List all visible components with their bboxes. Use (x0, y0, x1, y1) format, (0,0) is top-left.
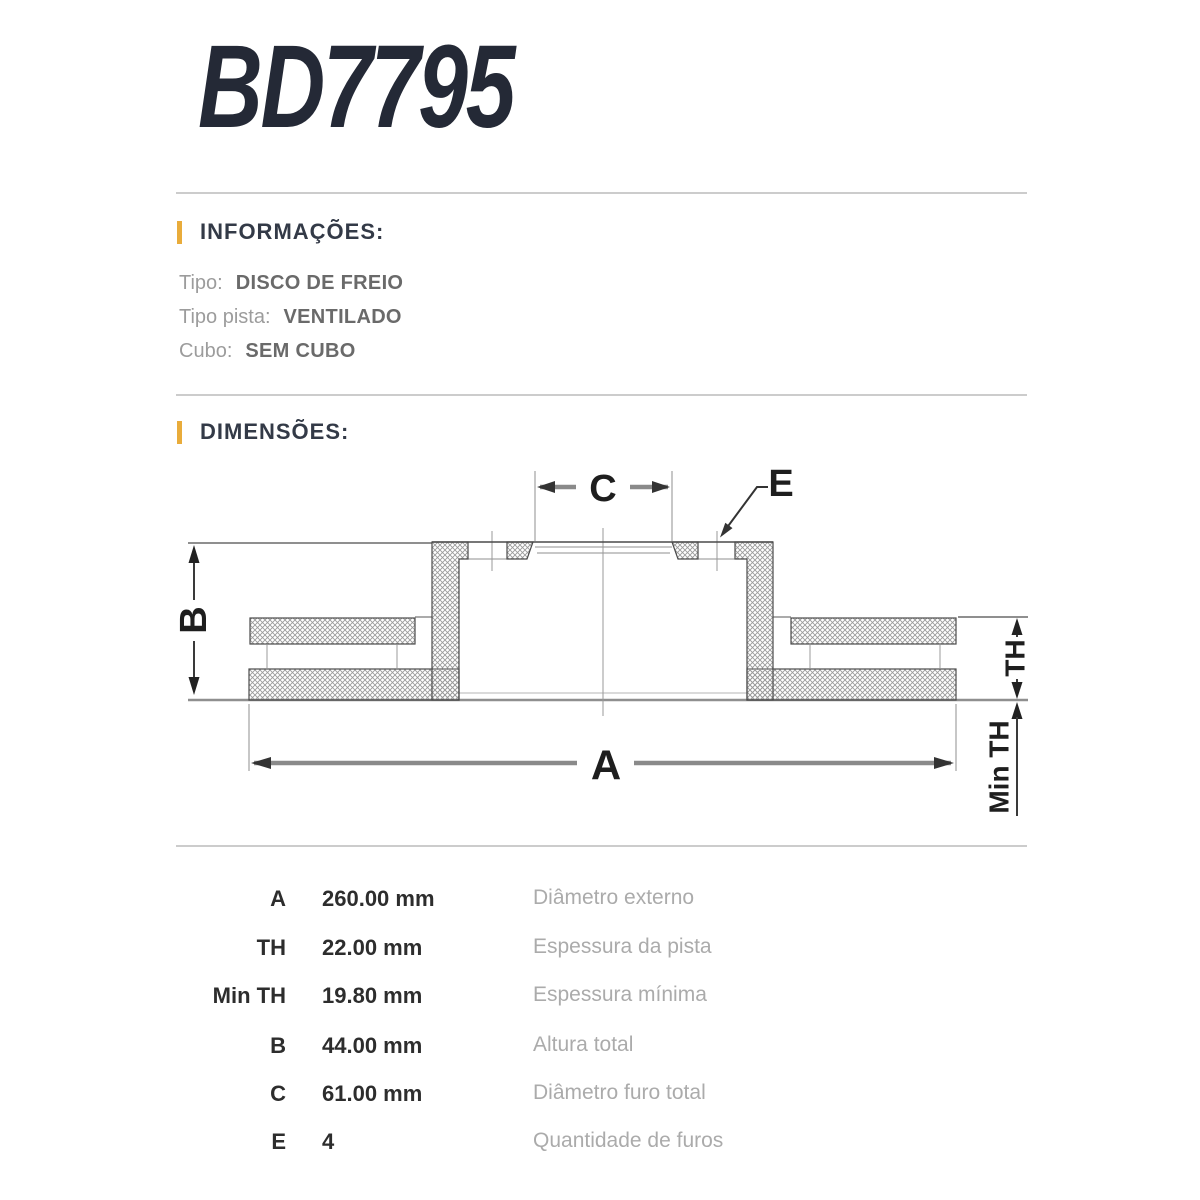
row-label: A (270, 886, 286, 911)
info-value-tipo: DISCO DE FREIO (235, 271, 404, 294)
informacoes-section-heading (177, 220, 384, 244)
divider (176, 192, 1027, 194)
dimension-min-th (984, 702, 1023, 816)
row-description: Quantidade de furos (533, 1129, 724, 1152)
row-description: Espessura mínima (533, 983, 707, 1006)
dim-label-min-th: Min TH (983, 720, 1015, 814)
info-label-cubo: Cubo: (179, 339, 233, 362)
info-row-tipo-pista (179, 304, 402, 330)
left-top-rotor-plate (250, 618, 415, 644)
dimensoes-section-heading (177, 420, 349, 444)
row-value: 61.00 mm (322, 1081, 423, 1106)
divider (176, 394, 1027, 396)
part-number-title: BD7795 (198, 21, 514, 153)
row-label: Min TH (212, 983, 286, 1008)
row-label: C (270, 1081, 286, 1106)
row-label: E (271, 1129, 286, 1154)
section-accent-bar (177, 421, 182, 444)
row-description: Espessura da pista (533, 935, 712, 958)
left-bottom-rotor-plate (249, 669, 459, 700)
dimensoes-heading-text: DIMENSÕES: (200, 419, 350, 444)
dim-label-th: TH (999, 639, 1031, 677)
row-label: TH (256, 935, 286, 960)
info-value-cubo: SEM CUBO (245, 339, 356, 362)
dim-label-c: C (589, 468, 617, 510)
info-label-tipo-pista: Tipo pista: (179, 305, 271, 328)
row-value: 22.00 mm (322, 935, 423, 960)
dimension-th (1000, 618, 1031, 699)
row-description: Diâmetro furo total (533, 1081, 706, 1104)
row-value: 260.00 mm (322, 886, 435, 911)
row-description: Altura total (533, 1033, 634, 1056)
info-value-tipo-pista: VENTILADO (283, 305, 402, 328)
info-label-tipo: Tipo: (179, 271, 223, 294)
dim-label-e: E (768, 463, 794, 505)
info-row-tipo (179, 270, 403, 296)
informacoes-heading-text: INFORMAÇÕES: (200, 219, 385, 244)
info-row-cubo (179, 338, 356, 364)
hat-left-wall (432, 542, 468, 700)
hat-right-wall (735, 542, 773, 700)
right-bottom-rotor-plate (747, 669, 956, 700)
row-value: 19.80 mm (322, 983, 423, 1008)
row-value: 44.00 mm (322, 1033, 423, 1058)
dim-label-a: A (590, 741, 622, 789)
dimension-b (173, 545, 215, 695)
row-description: Diâmetro externo (533, 886, 695, 909)
section-accent-bar (177, 221, 182, 244)
row-label: B (270, 1033, 286, 1058)
dim-label-b: B (173, 606, 215, 634)
divider (176, 845, 1027, 847)
right-top-rotor-plate (791, 618, 956, 644)
dimension-e (720, 463, 794, 538)
row-value: 4 (322, 1129, 335, 1154)
hat-flange-left-segment (507, 542, 533, 559)
dimension-a (249, 704, 956, 789)
brake-disc-cross-section-diagram (170, 455, 1040, 837)
hat-flange-right-segment (672, 542, 698, 559)
